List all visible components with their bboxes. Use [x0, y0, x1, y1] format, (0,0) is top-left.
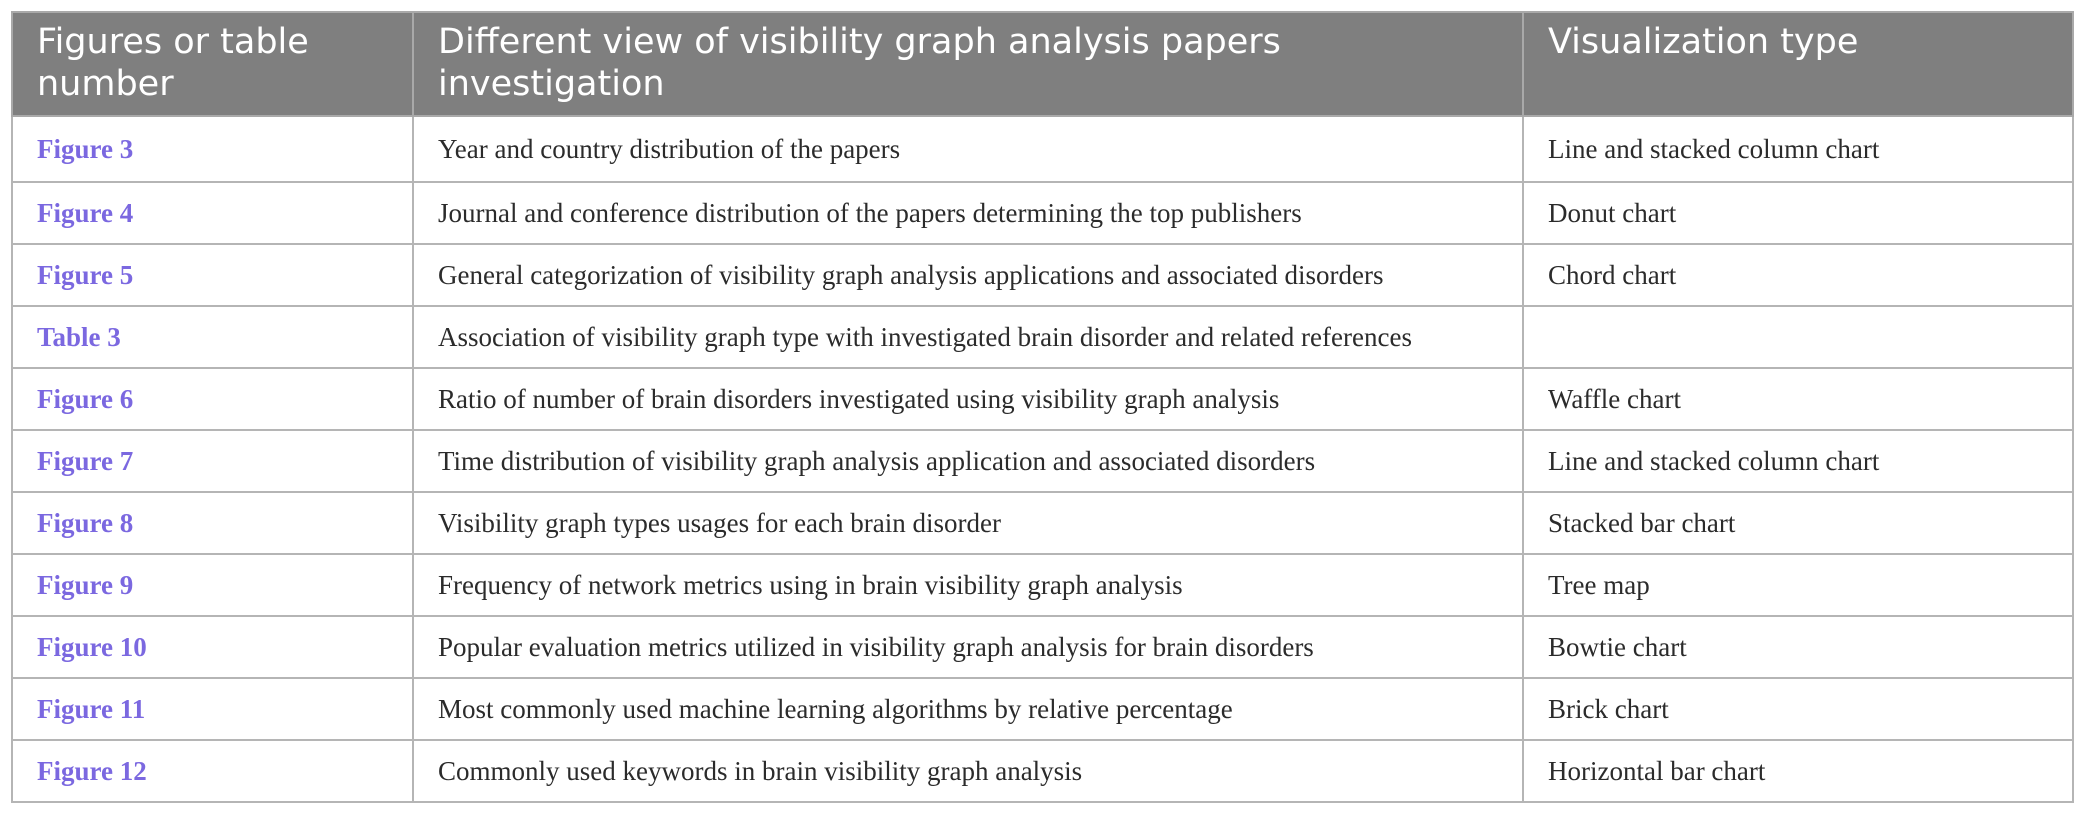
visualization-type-cell: Bowtie chart [1523, 616, 2073, 678]
figure-ref-cell [12, 492, 413, 554]
header-figure-number: Figures or table number [12, 12, 413, 116]
figure-ref-link[interactable]: Figure 5 [37, 259, 134, 290]
view-cell: Year and country distribution of the papers [413, 116, 1523, 182]
table-header [12, 12, 2073, 116]
header-view: Different view of visibility graph analysis papers investigation [413, 12, 1523, 116]
figure-ref-link[interactable]: Figure 3 [37, 133, 134, 164]
figure-ref-cell [12, 430, 413, 492]
figure-ref-link[interactable]: Figure 7 [37, 445, 134, 476]
visualization-summary-table-container [11, 11, 2072, 803]
table-body [12, 116, 2073, 802]
figure-ref-link[interactable]: Figure 12 [37, 755, 147, 786]
view-cell: Ratio of number of brain disorders investigated using visibility graph analysis [413, 368, 1523, 430]
figure-ref-link[interactable]: Figure 4 [37, 197, 134, 228]
table-ref-cell [12, 306, 413, 368]
figure-ref-link[interactable]: Figure 9 [37, 569, 134, 600]
visualization-type-cell: Waffle chart [1523, 368, 2073, 430]
visualization-type-cell: Stacked bar chart [1523, 492, 2073, 554]
table-row [12, 244, 2073, 306]
figure-ref-cell [12, 616, 413, 678]
view-cell: Time distribution of visibility graph analysis application and associated disorders [413, 430, 1523, 492]
visualization-type-cell: Chord chart [1523, 244, 2073, 306]
figure-ref-cell [12, 116, 413, 182]
table-row [12, 554, 2073, 616]
table-ref-link[interactable]: Table 3 [37, 321, 121, 352]
table-row [12, 492, 2073, 554]
visualization-type-cell: Tree map [1523, 554, 2073, 616]
figure-ref-cell [12, 368, 413, 430]
figure-ref-cell [12, 678, 413, 740]
figure-ref-cell [12, 554, 413, 616]
view-cell: Association of visibility graph type with investigated brain disorder and related references [413, 306, 1523, 368]
table-row [12, 182, 2073, 244]
table-row [12, 430, 2073, 492]
table-row [12, 368, 2073, 430]
visualization-type-cell: Horizontal bar chart [1523, 740, 2073, 802]
visualization-type-cell: Line and stacked column chart [1523, 430, 2073, 492]
figure-ref-link[interactable]: Figure 10 [37, 631, 147, 662]
view-cell: Journal and conference distribution of the papers determining the top publishers [413, 182, 1523, 244]
figure-ref-link[interactable]: Figure 6 [37, 383, 134, 414]
figure-ref-link[interactable]: Figure 11 [37, 693, 146, 724]
visualization-type-cell [1523, 306, 2073, 368]
figure-ref-link[interactable]: Figure 8 [37, 507, 134, 538]
view-cell: Popular evaluation metrics utilized in visibility graph analysis for brain disorders [413, 616, 1523, 678]
table-row [12, 306, 2073, 368]
view-cell: Frequency of network metrics using in brain visibility graph analysis [413, 554, 1523, 616]
view-cell: Commonly used keywords in brain visibility graph analysis [413, 740, 1523, 802]
table-row [12, 740, 2073, 802]
visualization-type-cell: Brick chart [1523, 678, 2073, 740]
table-row [12, 616, 2073, 678]
table-row [12, 116, 2073, 182]
figure-ref-cell [12, 244, 413, 306]
visualization-type-cell: Line and stacked column chart [1523, 116, 2073, 182]
figure-ref-cell [12, 740, 413, 802]
view-cell: General categorization of visibility graph analysis applications and associated disorders [413, 244, 1523, 306]
visualization-type-cell: Donut chart [1523, 182, 2073, 244]
view-cell: Visibility graph types usages for each brain disorder [413, 492, 1523, 554]
header-row [12, 12, 2073, 116]
view-cell: Most commonly used machine learning algorithms by relative percentage [413, 678, 1523, 740]
visualization-summary-table [11, 11, 2074, 803]
header-visualization-type: Visualization type [1523, 12, 2073, 116]
figure-ref-cell [12, 182, 413, 244]
table-row [12, 678, 2073, 740]
